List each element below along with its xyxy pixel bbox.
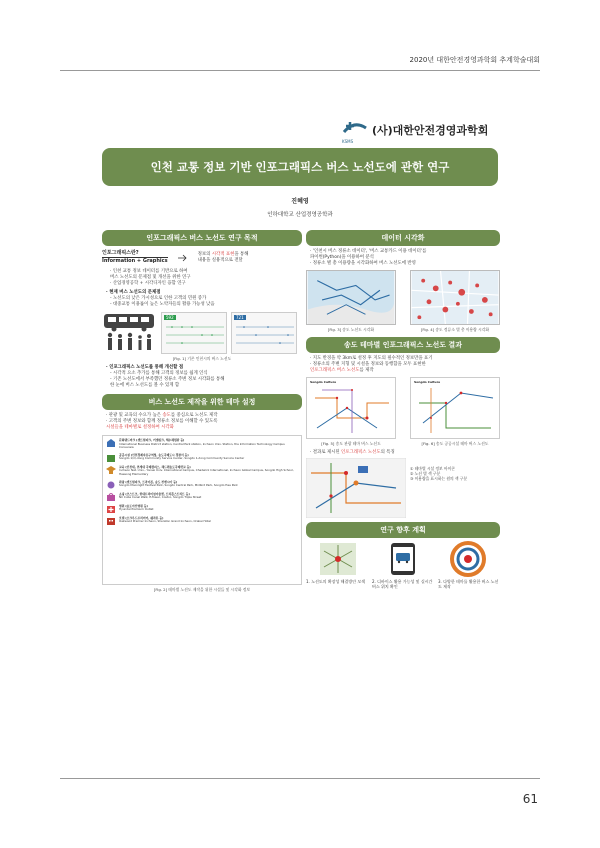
hotel-icon — [106, 517, 116, 525]
theme-item: 공공시설 (인천경제자유구역청, 송도국제도시 경찰서 등) Songdo 1(il)-dong Community Service Center, Songdo 1-dong Community Service Center — [106, 454, 298, 462]
theme-list — [102, 435, 302, 585]
purpose-bullets: · 인천 교통 정보 데이터를 기반으로 하여 버스 노선도의 문제점 및 개선을 위한 연구 · 산업경영공학 + 시각디자인 융합 연구 — [110, 269, 191, 286]
public-facility-icon — [106, 454, 116, 462]
right-column — [306, 230, 500, 589]
affiliation: 인하대학교 산업경영공학과 — [267, 212, 333, 218]
bus-badge-721: 721 — [236, 315, 244, 320]
plan-3: 3. 다양한 테마를 활용한 버스 노선도 제작 — [438, 579, 499, 589]
result-features-title: · 결과로 제시된 인포그래픽스 노선도의 특징 — [310, 450, 395, 455]
theme-item: 문화랜드마크 (센트럴파크, 커낼워크, 해수체험관 등) International Business District station, Central Park station, Incheon Univ. Station, the Information Technology Campus Convensia — [106, 439, 298, 450]
landmark-icon — [106, 439, 116, 447]
infographic-label: 인포그래픽스란? — [102, 250, 168, 258]
existing-route-map-721 — [231, 312, 297, 354]
infographic-formula: Information + Graphics — [102, 258, 168, 264]
arrow-right-icon — [178, 254, 188, 262]
results-bullets: · 지도 반경을 약 3km로 설정 후 지도의 필수적인 정보만을 표기 · 정류소의 주변 지형 및 시설을 정보와 동행함을 모두 표현한 인포그래픽스 버스 노선도를 제작 — [310, 356, 433, 373]
visualization-bullets: · '인천시 버스 정류소 데이터', '버스 교통카드 이용 데이터'를 파이썬(Python)을 이용하여 분석 · 정류소 별 총 이용량을 시각화하여 버스 노선도에 반영 — [310, 249, 427, 266]
shopping-icon — [106, 493, 116, 501]
device-bus-icon — [383, 541, 423, 577]
figure-1-caption: [Fig. 1] 기존 인천시의 버스 노선도 — [172, 356, 232, 361]
songdo-route-map — [306, 270, 396, 325]
footer-rule — [60, 778, 540, 779]
theme-bullets: · 관광 및 교육의 수요가 높은 송도를 중심으로 노선도 제작 · 고객의 주변 정보와 함께 정류소 정보를 이해할 수 있도록 시설들을 테마별로 설정하여 시각화 — [106, 413, 218, 430]
improve-block: · 인포그래픽스 노선도를 통해 개선할 점 - 시각적 요소 추가를 통해 고객의 정보를 쉽게 인식 - 기존 노선도에서 부족했던 정류소 주변 정보 시각화를 통해 한 눈에 버스 노선도를 볼 수 있게 함 — [106, 365, 225, 388]
bus-badge-592: 592 — [166, 315, 174, 320]
map-label: Songdo Culture — [414, 380, 441, 384]
plan-2: 2. 디바이스 활용 가능성 및 실시간 버스 위치 확인 — [372, 579, 433, 589]
header-rule — [60, 70, 540, 71]
plan-1: 1. 노선도의 확장성 해결방안 모색 — [306, 579, 366, 584]
problems-block: · 현재 버스 노선도의 문제점 - 노선도의 낮은 가시성으로 인한 고객의 민원 증가 - 대중교통 이용률이 높은 노약자들의 활용 가능성 낮음 — [106, 290, 215, 307]
map-label: Songdo Culture — [310, 380, 337, 384]
visualization-figures — [306, 270, 500, 325]
tourism-theme-route-map — [306, 377, 396, 439]
hospital-icon — [106, 505, 116, 513]
figure-3-caption: [Fig. 3] 송도 노선도 시각화 — [327, 327, 375, 332]
logo-text: (사)대한안전경영과학회 — [372, 124, 489, 137]
poster-title-bar — [102, 148, 498, 186]
figure-2-caption: [Fig. 2] 테마별 노선도 제작을 위한 시설들 및 시각화 정보 — [153, 587, 251, 592]
theme-item: 교육 (인천대, 연세대 국제캠퍼스, 채드윅송도국제학교 등) Incheon Nat. Univ., Yonsei Univ. International Campus, Chadwick International, Incheon Global Campus, Songdo High School, Haesong Elementary — [106, 466, 298, 477]
figure-1 — [102, 312, 302, 354]
feature-detail — [306, 458, 500, 518]
result-figures — [306, 377, 500, 439]
left-column — [102, 230, 302, 593]
author: 진혜영 — [291, 198, 309, 205]
page-number: 61 — [522, 792, 538, 806]
figure-4-caption: [Fig. 4] 송도 정류소 별 총 이용량 시각화 — [420, 327, 490, 332]
society-logo — [340, 118, 488, 142]
bus-people-icon — [102, 312, 157, 354]
public-facility-theme-route-map — [410, 377, 500, 439]
section-heading-theme: 버스 노선도 제작을 위한 테마 설정 — [102, 394, 302, 410]
section-heading-future: 연구 향후 계획 — [306, 522, 500, 538]
infographic-equation — [102, 250, 168, 265]
theme-item: 관광 (센트럴파크, 트라이볼, 송도 컨벤시아 등) Songdo Moonlight Festival Park, Songdo Central Park, Midbird Park, Songdo Hae Park — [106, 481, 298, 489]
poster-title: 인천 교통 정보 기반 인포그래픽스 버스 노선도에 관한 연구 — [150, 160, 450, 174]
feature-list: ① 테마별 시설 정보 아이콘 ② 노선 별 색 구분 ③ 이용량을 표시하는 원의 색 구분 — [410, 466, 468, 481]
page-header: 2020년 대한안전경영과학회 추계학술대회 — [409, 56, 540, 64]
result-captions — [306, 439, 500, 447]
tourism-icon — [106, 481, 116, 489]
theme-circle-icon — [448, 541, 488, 577]
songdo-usage-map — [410, 270, 500, 325]
existing-route-map-592 — [161, 312, 227, 354]
logo-mark-icon — [340, 118, 368, 142]
figure-6-caption: [Fig. 6] 송도 공공시설 테마 버스 노선도 — [421, 441, 489, 446]
section-heading-purpose: 인포그래픽스 버스 노선도 연구 목적 — [102, 230, 302, 246]
visualization-captions — [306, 325, 500, 333]
future-icons — [306, 541, 500, 577]
figure-5-caption: [Fig. 5] 송도 관광 테마 버스 노선도 — [321, 441, 381, 446]
infographic-description: 정보의 시각적 표현을 통해 내용을 실용적으로 전달 — [197, 251, 249, 263]
infographic-definition — [102, 250, 302, 265]
theme-item: 호텔 (오크우드프리미어, 쉐라톤 등) Oakwood Premier Incheon, Sheraton Grand Incheon, Orakai Hotel — [106, 517, 298, 525]
future-plans — [306, 579, 500, 589]
education-icon — [106, 466, 116, 474]
poster — [90, 100, 510, 660]
feature-detail-map — [306, 458, 406, 518]
section-heading-results: 송도 테마별 인포그래픽스 노선도 결과 — [306, 337, 500, 353]
section-heading-visualization: 데이터 시각화 — [306, 230, 500, 246]
theme-item: 병원 (송도아산병원 등) Hyundai Premium Outlet — [106, 505, 298, 513]
logo-abbr: KSMS — [342, 139, 354, 144]
theme-item: 쇼핑 (코스트코, 현대프리미엄아울렛, 트리플스트리트 등) NC Cube Canal Walk, E-Tower, Costco, Songdo Triple Street — [106, 493, 298, 501]
map-expansion-icon — [318, 541, 358, 577]
